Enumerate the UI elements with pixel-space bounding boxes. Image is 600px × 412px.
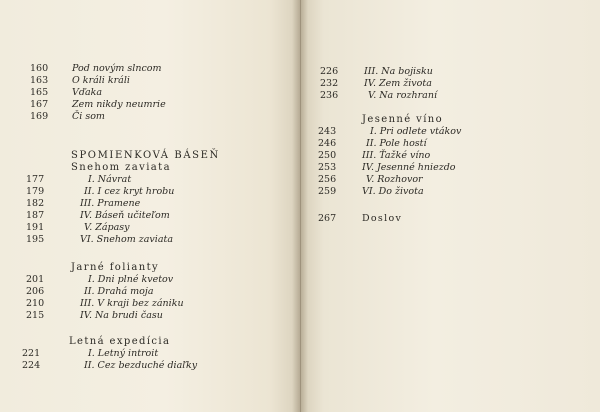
page-number: 215 [26,310,45,321]
entry-title: VI. Snehom zaviata [80,234,173,245]
page-number: 221 [22,348,41,359]
entry-title: I. Návrat [88,174,132,185]
page-number: 267 [318,213,337,224]
page-number: 246 [318,138,337,149]
entry-title: IV. Na brudi času [80,310,163,321]
page-number: 187 [26,210,45,221]
page-number: 160 [30,63,49,74]
entry-title: Pod novým slncom [72,63,162,74]
entry-title: Či som [72,111,105,122]
entry-title: II. Pole hostí [366,138,427,149]
entry-title: V. Zápasy [84,222,130,233]
page-number: 250 [318,150,337,161]
section-heading: Snehom zaviata [71,162,171,173]
page-number: 191 [26,222,45,233]
page-number: 177 [26,174,45,185]
entry-title: V. Na rozhraní [368,90,437,101]
entry-title: IV. Zem života [364,78,432,89]
section-heading: Jesenné víno [362,114,444,125]
entry-title: I. Pri odlete vtákov [370,126,462,137]
entry-title: IV. Báseň učiteľom [80,210,170,221]
entry-title: Zem nikdy neumrie [72,99,166,110]
section-heading: Letná expedícia [69,336,171,347]
page-number: 167 [30,99,49,110]
entry-title: II. I cez kryt hrobu [84,186,175,197]
page-number: 226 [320,66,339,77]
entry-title: II. Drahá moja [84,286,154,297]
entry-title: III. Ťažké víno [362,150,431,161]
entry-title: I. Dni plné kvetov [88,274,174,285]
entry-title: I. Letný introit [88,348,159,359]
page-number: 182 [26,198,45,209]
page-number: 259 [318,186,337,197]
page-number: 165 [30,87,49,98]
entry-title: IV. Jesenné hniezdo [362,162,456,173]
page-number: 224 [22,360,41,371]
page-number: 253 [318,162,337,173]
page-number: 236 [320,90,339,101]
page-number: 232 [320,78,339,89]
page-number: 206 [26,286,45,297]
entry-title: VI. Do života [362,186,424,197]
entry-title: Doslov [362,213,403,224]
page-number: 179 [26,186,45,197]
entry-title: O králi králi [72,75,130,86]
book-title: SPOMIENKOVÁ BÁSEŇ [71,150,220,161]
entry-title: III. Na bojisku [364,66,433,77]
page-number: 210 [26,298,45,309]
entry-title: III. Pramene [80,198,141,209]
right-page [300,0,600,412]
entry-title: III. V kraji bez zániku [80,298,184,309]
page-number: 243 [318,126,337,137]
entry-title: Vďaka [72,87,103,98]
entry-title: V. Rozhovor [366,174,423,185]
page-number: 256 [318,174,337,185]
page-number: 195 [26,234,45,245]
section-heading: Jarné folianty [71,262,160,273]
page-number: 163 [30,75,49,86]
entry-title: II. Cez bezduché diaľky [84,360,198,371]
book-crease [300,0,301,412]
page-number: 169 [30,111,49,122]
page-number: 201 [26,274,45,285]
